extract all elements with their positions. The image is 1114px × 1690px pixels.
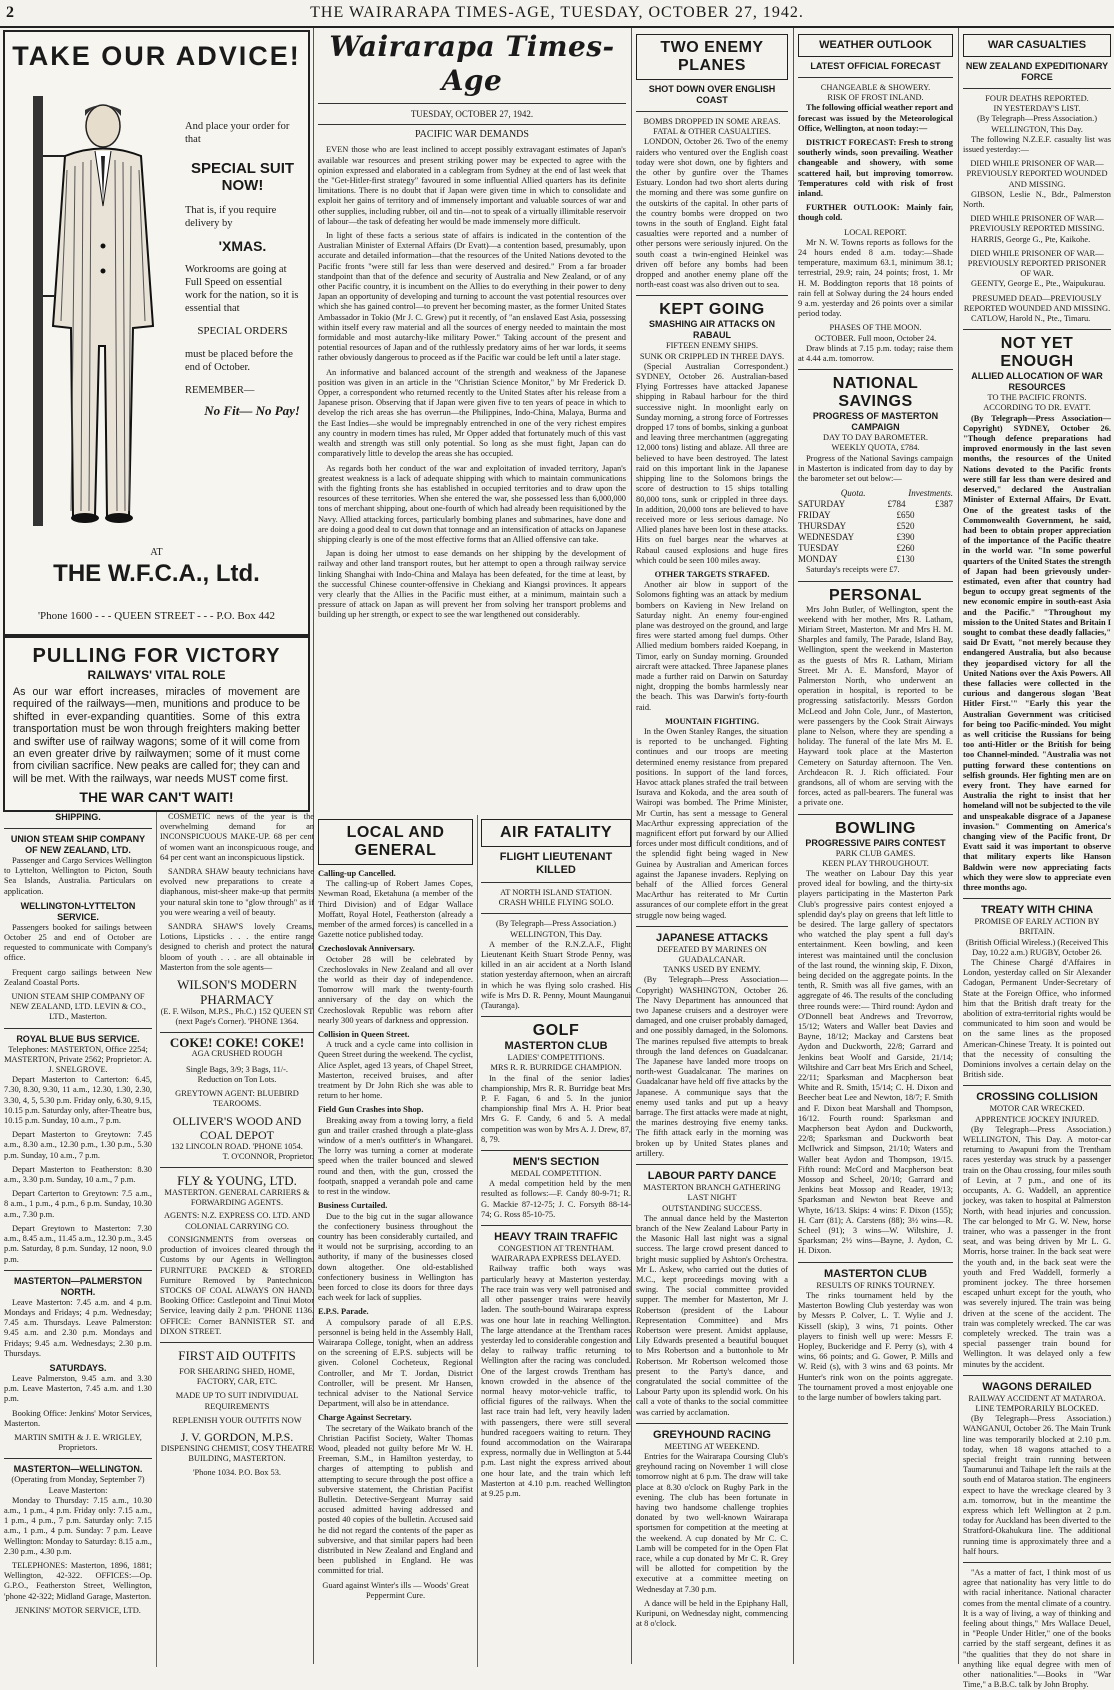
coke-ad: COKE! COKE! COKE! [169, 1035, 305, 1051]
not-enough-subhead: ALLIED ALLOCATION OF WAR RESOURCES [971, 371, 1103, 393]
wagons-subhead: LINE TEMPORARILY BLOCKED. [975, 1403, 1099, 1413]
coke-types: AGA CRUSHED ROUGH [191, 1048, 283, 1058]
savings-quota: £784 [887, 499, 906, 510]
firstaid-sub: FOR SHEARING SHED, HOME, FACTORY, CAR, ETC. [179, 1366, 295, 1387]
casualty-name: GEENTY, George E., Pte., Waipukurau. [971, 279, 1106, 289]
ad-special-orders: SPECIAL ORDERS [197, 325, 288, 337]
savings-table [798, 499, 953, 565]
kept-subhead: MOUNTAIN FIGHTING. [665, 716, 759, 726]
savings-subhead: WEEKLY QUOTA, £784. [831, 443, 920, 453]
bus-proprietors: MARTIN SMITH & J. E. WRIGLEY, Proprietors. [14, 1432, 142, 1453]
war-news-column [636, 30, 788, 1667]
masthead-title: THE WAIRARAPA TIMES-AGE, TUESDAY, OCTOBER 27, 1942. [310, 4, 804, 21]
savings-quota: £650 [896, 510, 915, 521]
air-subhead: CRASH WHILE FLYING SOLO. [498, 898, 614, 908]
shipping-text: Passengers booked for sailings between October 25 and end of October are requested to communicate with Company's office. [4, 922, 152, 963]
local-news-heading: LOCAL AND GENERAL [318, 819, 473, 865]
local-affairs-column [798, 30, 953, 1667]
labour-heading: LABOUR PARTY DANCE [647, 1170, 777, 1183]
ad-remember: REMEMBER— [185, 385, 255, 396]
railways-advertisement [3, 636, 310, 812]
carriers-text: CONSIGNMENTS from overseas on production of invoices cleared through the Customs by our Agents in Wellington. FURNITURE PACKED & STORED. Furniture Removed by Pantechnicon. STOCKS OF COAL ALWAYS ON HAND. Booking Office: Castlepoint and Tinui Motor Service, leaving daily 2 p.m. 'PHONE 1136. OFFICE: Corner BANNISTER ST. and DIXON STREET. [160, 1234, 314, 1336]
carriers-sub: MASTERTON. GENERAL CARRIERS & FORWARDING AGENTS. [164, 1188, 310, 1208]
casualty-category: DIED WHILE PRISONER OF WAR—PREVIOUSLY REPORTED WOUNDED AND MISSING. [966, 159, 1108, 189]
news-paragraph: Breaking away from a towing lorry, a field gun and trailer crashed through a plate-glass window of a men's outfitter's in Whangarei. The lorry was turning a corner at moderate speed when the trailer bounced and slewed round and then, with the gun, crossed the footpath, snapped a verandah pole and came to rest in the window. [318, 1115, 473, 1197]
air-body: A member of the R.N.Z.A.F., Flight Lieutenant Keith Stuart Strode Penny, was killed in an air accident at a North Island station yesterday afternoon, when an aircraft in which he was flying solo crashed. His wife is Mrs D. R. Penny, Mount Maunganui (Tauranga). [481, 939, 631, 1011]
crossing-heading: CROSSING COLLISION [976, 1091, 1098, 1104]
not-enough-body: (By Telegraph—Press Association—Copyright) SYDNEY, October 26. "Though defence preparations had improved enormously in the last seven months, the resources of the United Nations devoted to the Pacific fronts were still far less than were desired and deserved," declared the Australian Minister of External Affairs, Dr Evatt. One of the greatest tasks of the Commonwealth Government, he said, had been to obtain proper appreciation of the importance of the Pacific theatre in the world war. "In some powerful quarters of the United States the strength of Japan had been grievously under-estimated, even after that country had begun to occupy great segments of the new economic empire in south-east Asia and the Pacific." "Throughout my mission to the United States and Britain I sought to combat these deadly fallacies," said Dr Evatt, "not merely because they endangered Australia, but also because they jeopardised victory for all the United Nations over the Axis Powers. All these fallacies were collected in the curious and dangerous slogan 'Beat Hitler First.'" "Early this year the Australian Government was criticised for being too Pacific-minded. You might as well criticise the Russians for being too anti-Hitler or the British for being too Channel-minded. "Australia was not putting forward these contentions on selfish grounds. Her fighting men are on every front. They have earned for Australia the right to insist that her homeland will not be subjected to the vile and unspeakable disgrace of a Japanese invasion." Commenting on America's changing view of the Pacific front, Dr Evatt said it was important to observe that military experts like Hanson Baldwin were now appreciating facts which they were slow to appreciate even three months ago. [963, 413, 1111, 893]
firstaid-sub: MADE UP TO SUIT INDIVIDUAL REQUIREMENTS [175, 1391, 299, 1411]
japanese-heading: JAPANESE ATTACKS [655, 931, 769, 944]
ad-headline: TAKE OUR ADVICE! [12, 41, 301, 71]
kept-body: Another air blow in support of the Solomons fighting was an attack by medium bombers on Kavieng in New Ireland on Saturday night. An enemy four-engined plane was destroyed on the ground, and large fires were started among fuel dumps. Other Allied medium bombers raided Koepang, in Timor, early on Sunday morning. Grounded aircraft were attacked. Three Japanese planes made a further raid on Darwin on Saturday night, dropping the bombs harmlessly near the beach. This was Darwin's forty-fourth raid. [636, 580, 788, 712]
labour-body: The annual dance held by the Masterton branch of the New Zealand Labour Party in the Masonic Hall last night was a signal success. The large crowd present danced to bright music supplied by Ashton's Orchestra. Mr L. Askew, who carried out the duties of M.C., kept proceedings moving with a swing. The social committee provided supper. The member for Masterton, Mr J. Robertson (president of the Labour Representation Committee) and Mrs Robertson were present. Amidst applause, Lily Edwards presented a beautiful bouquet to Mrs Robertson and a buttonhole to Mr Robertson. Mr Robertson welcomed those present to the Party's dance, and congratulated the social committee of the Labour Party upon its splendid work. On his call a vote of thanks to the social committee was carried by acclamation. [636, 1213, 788, 1417]
shipping-service: WELLINGTON-LYTTELTON SERVICE. [20, 900, 136, 922]
bus-timetable: Leave Masterton: 7.45 a.m. and 4 p.m. Mondays and Fridays; 4 p.m. Wednesday; 7.45 a.m. Thursdays. Leave Palmerston: 9.45 a.m. and 2.30 p.m. Mondays and Fridays; 9.45 a.m. Wednesdays; 2.30 p.m. Thursdays. [4, 1297, 152, 1358]
war-casualties-heading: WAR CASUALTIES [963, 34, 1111, 57]
bus-timetable: Depart Masterton to Featherston: 8.30 a.m., 3.30 p.m. Sunday, 10 a.m., 7 p.m. [4, 1164, 152, 1185]
china-heading: TREATY WITH CHINA [980, 904, 1094, 917]
savings-col-quota: Quota. [840, 488, 866, 499]
column-rule [793, 28, 794, 1664]
weather-heading: WEATHER OUTLOOK [798, 34, 953, 57]
traffic-subhead: CONGESTION AT TRENTHAM. [498, 1244, 614, 1254]
not-enough-subhead: TO THE PACIFIC FRONTS. [987, 393, 1087, 403]
casualty-category: PRESUMED DEAD—PREVIOUSLY REPORTED WOUNDED AND MISSING. [963, 293, 1111, 313]
ad-at: AT [150, 547, 163, 558]
greyhound-subhead: MEETING AT WEEKEND. [664, 1441, 760, 1451]
savings-row [798, 521, 953, 532]
bus-telephones: Telephones: MASTERTON, Office 2254; MASTERTON, Private 2562; Proprietor: A. J. SNELGROVE. [4, 1044, 152, 1075]
weather-local-heading: LOCAL REPORT. [844, 227, 907, 237]
savings-investment: £387 [935, 499, 953, 510]
carriers-agents: AGENTS: N.Z. EXPRESS CO. LTD. AND COLONIAL CARRYING CO. [163, 1211, 311, 1231]
savings-row [798, 510, 953, 521]
news-subhead: Calling-up Cancelled. [318, 869, 396, 878]
rinks-body: The rinks tournament held by the Masterton Bowling Club yesterday was won by Messrs P. Colver, L. T. Wylie and J. Kissell (skip), 3 wins, 71 points. Other players to finish well up were: Messrs F. Hopley, Buckeridge and F. Perry (s), with 4 wins, 66 points; and G. Gower, P. Mills and W. Reid (s), with 3 wins and 63 points. Mr Hunter's rink won on the points aggregate. The tournament proved a most enjoyable one to the large number of bowlers taking part. [798, 1290, 953, 1402]
depot-proprietor: T. O'CONNOR, Proprietor. [222, 1151, 314, 1161]
china-body: The Chinese Chargé d'Affaires in London, yesterday called on Sir Alexander Cadogan, Permanent Under-Secretary of State at the Foreign Office, who informed him that the British draft treaty for the abolition of extra-territorial rights would be communicated to him soon and would be on the same lines as the proposed American-Chinese Treaty. It is pointed out that the necessity of consulting the Dominions involves a certain delay on the British side. [963, 958, 1111, 1080]
blinds-note: Draw blinds at 7.15 p.m. today; raise them at 4.44 a.m. tomorrow. [798, 343, 953, 364]
news-paragraph: A compulsory parade of all E.P.S. personnel is being held in the Assembly Hall, Wairarapa College, tonight, when an address on the screening of E.P.S. subjects will be given. Colonel Cocheteux, Regional Controller, and Mr T. Jordan, District Controller, will be present. Mr Hansen, technical adviser to the National Service Department, will also be in attendance. [318, 1317, 473, 1409]
war-subhead: FOUR DEATHS REPORTED. [985, 94, 1089, 103]
carriers-name: FLY & YOUNG, LTD. [177, 1173, 297, 1189]
chemist-contact: 'Phone 1034. P.O. Box 53. [192, 1468, 282, 1478]
rail-subhead: RAILWAYS' VITAL ROLE [87, 668, 226, 682]
kept-going-heading: KEPT GOING [659, 301, 765, 319]
editorial-paragraph: As regards both her conduct of the war and exploitation of invaded territory, Japan's greatest weakness is a lack of adequate shipping with which to maintain communications with the fighting fronts she has established in occupied territories and to draw upon the resources of these territories. When she entered the war, she possessed less than 6,000,000 tons of merchant shipping, about one-fourth of which had already been requisitioned by the Navy. Allied attacking forces, particularly bombing planes and submarines, have done and are doing a good deal to cut down that tonnage and an intensification of attacks on Japanese shipping clearly is one of the most effective forms that an Allied offensive can take. [318, 463, 626, 544]
news-subhead: Charge Against Secretary. [318, 1413, 412, 1423]
editorial-paragraph: EVEN those who are least inclined to accept possibly extravagant estimates of Japan's available war resources and present striking power may be expected to agree with the opinion expressed and elaborated in a cablegram from Sydney at the end of last week that the "Get-Hitler-first strategy" favoured in some influential Allied quarters has its definite limitations. There is no doubt that if Japan were given time in which to consolidate and exploit her gains of territory and of immensely important and valuable sources of war and other supplies, including rubber, oil and tin—not to speak of a virtually illimitable reservoir of labour—the task of defeating her would be made immensely more difficult. [318, 145, 626, 226]
rail-body: As our war effort increases, miracles of movement are required of the railways—men, munitions and produce to be shifted in ever-expanding quantities. Some of this extra transportation must be won through freighters making better and swifter use of railway wagons; some of it will come from an even greater drive by railwaymen; some of it must come from civilian sacrifice. New peaks are called for; they can and will be met. With the railways, war needs MUST come first. [13, 686, 300, 785]
savings-quota: £390 [896, 532, 915, 543]
ad-body-text: And place your order for that [185, 121, 290, 145]
not-enough-subhead: ACCORDING TO DR. EVATT. [983, 403, 1091, 413]
news-paragraph: October 28 will be celebrated by Czechoslovaks in New Zealand and all over the world as their day of independence. Tomorrow will mark the twenty-fourth anniversary of the day on which the Czechoslovak Republic was reborn after nearly 300 years of darkness and oppression. [318, 954, 473, 1025]
cosmetic-ad: COSMETIC news of the year is the overwhelming demand for an INCONSPICUOUS MAKE-UP. 68 per cent of women want an inconspicuous rouge, and 64 per cent want an inconspicuous lipstick. [160, 812, 314, 862]
pharmacy-address: (E. F. Wilson, M.P.S., Ph.C.) 152 QUEEN ST (next Page's Corner). 'PHONE 1364. [160, 1007, 314, 1027]
kept-subhead: SUNK OR CRIPPLED IN THREE DAYS. [639, 351, 785, 361]
crossing-subhead: APPRENTICE JOCKEY INJURED. [975, 1114, 1099, 1124]
editorial-paragraph: In light of these facts a serious state of affairs is indicated in the contention of the Australian Minister of External Affairs (Dr Evatt)—a contention based, presumably, upon accurate and detailed information—that the resources of the United Nations devoted to the Pacific fronts "were still far less than were deserved and desired." From a far broader standpoint than that of the defence and security of Australia and New Zealand, or of any other Pacific country, it is incumbent on the Allies to do everything in their power to deny Japan an opportunity of developing and turning to account the vast potential resources over which she has gained control—to prevent her becoming master, as the former United States Ambassador in Tokio (Mr J. C. Grew) put it recently, of "an enslaved East Asia, possessing within itself every raw material and all the sources of energy needed to maintain the most formidable and most autarchy-like military Power." Taking account of the present and potential resources of Japan and of the ruthlessly predatory aims of her war lords, it seems rather obviously dangerous to proceed as if the Pacific war could be left until a later stage. [318, 231, 626, 363]
ad-special-suit: SPECIAL SUIT NOW! [190, 160, 295, 194]
traffic-subhead: WAIRARAPA EXPRESS DELAYED. [491, 1254, 621, 1264]
savings-note: Saturday's receipts were £7. [806, 565, 900, 575]
japanese-body: (By Telegraph—Press Association—Copyright) WASHINGTON, October 26. The Navy Department has announced that two Japanese cruisers and a destroyer were damaged, and one cruiser probably damaged, and one possibly damaged, in the Solomons. The marines repulsed five attempts to break through the land defences on Guadalcanar. The Japanese have landed more troops on north-west Guadalcanar. The marines on Guadalcanar have held off five attacks by the Japanese. A communique says that the enemy used tanks and put up a heavy barrage. The first attacks were made at night, the marines destroying five enemy tanks. The fifth attack early in the morning was broken up by United States planes and artillery. [636, 975, 788, 1158]
crossing-body: (By Telegraph—Press Association.) WELLINGTON, This Day. A motor-car returning to Awapuni from the Trentham races yesterday was struck by a passenger train on the Ohau crossing, four miles south of Levin, at 7 p.m., and one of its occupants, A. G. Waddell, an apprentice jockey, was taken to hospital at Palmerston North, with head injuries and concussion. The car belonged to Mr G. W. New, horse trainer, who was a passenger in the front seat, and was being driven by Mr L. G. Morris, horse trainer. In the back seat were the youth and, in the back seat were the youth and Fred Waddell, formerly a prominent jockey. The three horsemen escaped unhurt except for the youth, who was severely injured. The train was being driven at the scene of the accident. The train was completely wrecked. The car was completely wrecked. The train was a special passenger train bound for Wellington. It was delayed only a few minutes by the accident. [963, 1124, 1111, 1369]
bowling-body: The weather on Labour Day this year proved ideal for bowling, and the thirty-six players participating in the Masterton Park Club's progressive pairs contest enjoyed a splendid day's play on greens that left little to be desired. The large gallery of spectators who watched the play spent a full day's entertainment. Keen bowling, and keen interest was maintained until the conclusion of the last round, the winning skip, F. Dixon, being decided on the aggregate points. In the tenth, R. Smith was all five games, with an aggregate of 46. The results of the concluding three rounds were:— Third round: Aydon and O'Donnell beat Andrews and Trevorrow, 15/12; Waters and Waller beat Davies and Bayne, 18/12; Mackay and Carstens beat Aydon and Duckworth, 22/8; Garrard and Jenkins beat Woolf and Garside, 21/14; Wiltshire and Carr beat Mrs Erich and Scheel, 22/11; Sparksman and Macpherson beat White and R. Smith, 15/14; C. H. Dixon and Beecher beat Lee and Newton, 18/7; F. Smith and F. Dixon beat Marshall and Thompson, 16/12. Fourth round: Sparksman and Macpherson beat Aydon and Duckworth, 22/8; Sparksman and Duckworth beat McIlwrick and Simpson, 21/10; Waters and Waller beat Aydon and Thompson, 19/15. Fifth round: McCord and Macpherson beat Mossop and Scheel, 20/10; Garrard and Jenkins beat Mossop and Reader, 19/13; Sparksman and Newton beat Reeve and Whyte, 16/13. Skips: 4 wins: F. Dixon (155); H. Carr (81); A. Carstens (88); 3½ wins—R. Scheel (91); 3 wins—W. Wiltshire, J. Sparksman; 2½ wins—Bayne, J. Aydon, C. H. Dixon. [798, 868, 953, 1256]
personal-heading: PERSONAL [829, 586, 922, 604]
bus-company: JENKINS' MOTOR SERVICE, LTD. [15, 1605, 141, 1615]
not-enough-heading: NOT YET ENOUGH [1000, 335, 1074, 371]
savings-quota: £130 [896, 554, 915, 565]
savings-body: Progress of the National Savings campaign in Masterton is indicated from day to day by the barometer set out below:— [798, 453, 953, 484]
traffic-heading: HEAVY TRAIN TRAFFIC [494, 1231, 618, 1244]
savings-day: SATURDAY [798, 499, 846, 510]
news-subhead: E.P.S. Parade. [318, 1307, 369, 1317]
wagons-body: (By Telegraph—Press Association.) WANGANUI, October 26. The Main Trunk line was temporarily blocked at 2.10 p.m. today, when 18 wagons attached to a special freight train running between Taumarunui and Taihape left the rails at the south end of Mataroa station. The engineers expect to have the wreckage cleared by 3 a.m. tomorrow, but in the meantime the express which left Wellington at 2 p.m. today for Auckland has been diverted to the Stratford-Okahukura line. The additional running time is approximately three and a half hours. [963, 1414, 1111, 1556]
weather-outlook: FURTHER OUTLOOK: Mainly fair, though cold. [798, 203, 953, 223]
bus-timetable: Depart Masterton to Carterton: 6.45, 7.30, 8.30, 9.30, 11 a.m., 12.30, 1.30, 2.30, 3.30, 4, 5, 5.30 p.m. Friday only, 6.30, 9.15, 10.15 p.m. Saturday only, after-Theatre bus, 10.15 p.m. Sunday, 10 a.m., 7 p.m. [4, 1075, 152, 1126]
savings-subhead: PROGRESS OF MASTERTON CAMPAIGN [812, 411, 939, 433]
bowling-subhead: PROGRESSIVE PAIRS CONTEST [805, 837, 946, 848]
bus-timetable: Depart Carterton to Greytown: 7.5 a.m., 8 a.m., 1 p.m., 4 p.m., 6 p.m. Sunday, 10.30 a.m., 7.30 p.m. [4, 1189, 152, 1219]
casualty-category: DIED WHILE PRISONER OF WAR—PREVIOUSLY REPORTED MISSING. [969, 214, 1105, 234]
savings-heading: NATIONAL SAVINGS [832, 375, 919, 411]
savings-col-investments: Investments. [908, 488, 953, 499]
war-intro: The following N.Z.E.F. casualty list was issued yesterday:— [963, 134, 1111, 155]
war-subhead: NEW ZEALAND EXPEDITIONARY FORCE [965, 61, 1109, 82]
ad-no-fit: No Fit— No Pay! [204, 403, 300, 418]
greyhound-heading: GREYHOUND RACING [653, 1428, 771, 1441]
wagons-subhead: RAILWAY ACCIDENT AT MATAROA. [968, 1393, 1106, 1403]
savings-quota: £260 [896, 543, 915, 554]
enemy-body: LONDON, October 26. Two of the enemy raiders who ventured over the English coast today were shot down, one by fighters and the other by gunfire over the Thames Estuary. London had two short alerts during the morning and there was some gunfire on the outskirts of the capital. In other parts of the country bombs were dropped on two towns in the south of England. Eight fatal casualties were reported and a number of other persons were seriously injured. On the south coast a twin-engined Heinkel was driven off before any bombs had been dropped and another enemy plane off the north-east coast was also driven out to sea. [636, 137, 788, 290]
news-subhead: Business Curtailed. [318, 1201, 388, 1211]
air-heading: AIR FATALITY [481, 819, 631, 847]
shipping-text: Passenger and Cargo Services Wellington to Lyttelton, Wellington to Picton, South Sea Islands, Australia. Particulars on application. [4, 856, 152, 896]
weather-local-report: Mr N. W. Towns reports as follows for the 24 hours ended 8 a.m. today:—Shade temperature, maximum 63.1, minimum 38.1; terrestrial, 29.9; rain, 24 points; frost, 1. Mr H. M. Boddington reports that 18 points of rain fell at Solway during the 24 hours ended 9 a.m. yesterday and 26 points over a similar period today. [798, 237, 953, 319]
column-rule [631, 28, 632, 1664]
shipping-column [4, 812, 152, 1667]
chemist-address: DISPENSING CHEMIST, COSY THEATRE BUILDING, MASTERTON. [160, 1443, 314, 1464]
sport-column [477, 815, 631, 1667]
savings-subhead: DAY TO DAY BAROMETER. [822, 433, 928, 443]
rinks-subhead: RESULTS OF RINKS TOURNEY. [816, 1280, 935, 1290]
savings-day: TUESDAY [798, 543, 840, 554]
casualty-name: HARRIS, George G., Pte, Kaikohe. [971, 234, 1091, 244]
local-footer: Guard against Winter's ills — Woods' Great Peppermint Cure. [322, 1580, 469, 1600]
quote-paragraph: "As a matter of fact, I think most of us agree that nationality has very little to do with racial inheritance. National character comes from the mental climate of a country. It is a way of living, a way of thinking and feeling about things," Mrs Wallace Deuel, in "People Under Hitler," one of the books carried by the staff sergeant, defines it as "the qualities that they do not share in anything like equal degree with men of other nationalities."—Books in "War Time," a B.B.C. talk by John Brophy. [963, 1568, 1111, 1690]
greyhound-body: Entries for the Wairarapa Coursing Club's greyhound racing on November 1 will close tomorrow night at 6 p.m. The draw will take place at 8.30 o'clock on Rugby Park in the evening. The club has been fortunate in having two handsome challenge trophies donated by two well-known Wairarapa sportsmen for competition at the meeting at the weekend. A cup donated by Mr C. C. Lamb will be competed for in the Open Flat race, while a cup donated by Mr C. R. Grey will be allotted for competition by the executive at a committee meeting on Wednesday at 7.30 p.m. [636, 1451, 788, 1594]
kept-body: (Special Australian Correspondent.) SYDNEY, October 26. Australian-based Flying Fortresses have attacked Japanese shipping in Rabaul harbour for the third successive night. In moonlight early on Sunday morning, a strong force of Fortresses dropped 17 tons of bombs, sinking a gunboat and leaving three merchantmen (aggregating 12,000 tons) listing and ablaze. All three are believed to have been destroyed. The latest raid on this important link in the Japanese shipping line to the Solomons brings the score of destruction to 15 ships totalling 80,000 tons, sunk or crippled in three days. In addition, 20,000 tons are believed to have received more or less serious damage. No Allied planes have been lost in these attacks. Hits on fuel barges near the wharves at Rabaul caused explosions and huge fires which could be seen 100 miles away. [636, 361, 788, 565]
mens-subhead: MEDAL COMPETITION. [510, 1169, 602, 1179]
bus-route-heading: SATURDAYS. [49, 1362, 107, 1373]
casualty-name: GIBSON, Leslie N., Bdr., Palmerston North. [963, 189, 1111, 210]
rail-headline: PULLING FOR VICTORY [32, 645, 281, 667]
news-subhead: Czechoslovak Anniversary. [318, 944, 415, 954]
savings-day: MONDAY [798, 554, 838, 565]
news-subhead: Field Gun Crashes into Shop. [318, 1105, 424, 1115]
weather-intro: The following official weather report and forecast was issued by the Meteorological Office, Wellington, at noon today:— [798, 103, 953, 133]
news-subhead: Collision in Queen Street. [318, 1030, 410, 1040]
bus-route-sub: (Operating from Monday, September 7) Leave Masterton: [11, 1475, 145, 1495]
china-byline: (British Official Wireless.) (Received This Day, 10.22 a.m.) RUGBY, October 26. [965, 937, 1109, 957]
bowling-subhead: PARK CLUB GAMES. [835, 848, 916, 858]
news-paragraph: The secretary of the Waikato branch of the Christian Pacifist Society, Walter Thomas Wood, pleaded not guilty before Mr W. H. Freeman, S.M., in Hamilton yesterday, to charges of attempting to publish and attempting to secure through the post office a subversive statement, the Christian Pacifist Bulletin. Detective-Sergeant Murray said accused admitted having addressed and posted 40 copies of the bulletin. Accused said he did not regard the contents of the paper as subversive, and that similar papers had been distributed in New Zealand and England and been published in England. He was committed for trial. [318, 1423, 473, 1576]
bus-telephones: TELEPHONES: Masterton, 1896, 1881; Wellington, 42-322. OFFICES:—Op. G.P.O., Featherston Street, Wellington, 'phone 42-322; Midland Garage, Masterton. [4, 1560, 152, 1601]
air-byline: (By Telegraph—Press Association.) WELLINGTON, This Day. [496, 919, 616, 939]
golf-subhead: LADIES' COMPETITIONS. [507, 1053, 605, 1063]
coke-agent: GREYTOWN AGENT: BLUEBIRD TEAROOMS. [175, 1089, 299, 1109]
cosmetic-ad: SANDRA SHAW beauty technicians have evolved new preparations to create a diaphanous, mist-sheer make-up that permits your natural skin tone to "glow through" as if you were wearing a veil of beauty. [160, 867, 314, 917]
golf-subhead: MRS R. R. BURRIDGE CHAMPION. [490, 1063, 622, 1073]
golf-heading: GOLF [532, 1022, 580, 1040]
savings-row [798, 499, 953, 510]
weather-forecast: DISTRICT FORECAST: Fresh to strong southerly winds, soon prevailing. Weather changeable and showery, with some scattered hail, but improving tomorrow. Temperatures cold with risk of frost inland. [798, 138, 953, 199]
china-subhead: PROMISE OF EARLY ACTION BY BRITAIN. [974, 917, 1100, 937]
labour-subhead: OUTSTANDING SUCCESS. [662, 1203, 762, 1213]
firstaid-sub: REPLENISH YOUR OUTFITS NOW [172, 1415, 302, 1425]
rail-tagline: THE WAR CAN'T WAIT! [79, 789, 234, 806]
weather-subhead: RISK OF FROST INLAND. [827, 93, 924, 103]
mens-body: A medal competition held by the men resulted as follows:—F. Candy 80-9-71; R. G. Mackie 87-12-75; J. C. Forsyth 88-14-74; G. Ross 85-10-75. [481, 1179, 631, 1219]
bus-heading: ROYAL BLUE BUS SERVICE. [16, 1033, 140, 1044]
masthead [0, 0, 1114, 28]
greyhound-footer: A dance will be held in the Epiphany Hall, Kuripuni, on Wednesday night, commencing at 8 o'clock. [636, 1598, 788, 1629]
shipping-heading: SHIPPING. [55, 812, 101, 822]
bus-timetable: Monday to Thursday: 7.15 a.m., 10.30 a.m., 1 p.m., 4 p.m. Friday only: 7.15 a.m., 1 p.m., 4 p.m., 7 p.m. Saturday only: 7.15 a.m., 1 p.m., 4 p.m. Sunday: 7 p.m. Leave Wellington: Monday to Saturday: 8.15 a.m., 2.30 p.m., 4.30 p.m. [4, 1495, 152, 1556]
man-in-suit-illustration [25, 96, 175, 526]
casualties-column [963, 30, 1111, 1690]
news-paragraph: The calling-up of Robert James Copes, Newman Road, Eketahuna (a member of the Third Division) and of Edgar Wallace Moffatt, Royal Hotel, Featherston (already a member of the armed forces) is cancelled in a Gazette notice published today. [318, 879, 473, 940]
casualty-name: CATLOW, Harold N., Pte., Timaru. [971, 314, 1091, 324]
savings-quota: £520 [896, 521, 915, 532]
page-number: 2 [6, 4, 14, 21]
wfca-advertisement [3, 30, 310, 636]
golf-body: In the final of the senior ladies' championship, Mrs R. R. Burridge beat Mrs P. F. Fagan, 6 and 5. In the junior championship final Mrs A. H. Prior beat Mrs G. F. Candy, 6 and 5. A medal competition was won by Mrs A. J. Drew, 87, 8, 79. [481, 1073, 631, 1144]
savings-row [798, 554, 953, 565]
moon-heading: PHASES OF THE MOON. [829, 323, 922, 333]
weather-subhead: CHANGEABLE & SHOWERY. [820, 83, 931, 92]
traffic-body: Railway traffic both ways was particularly heavy at Masterton yesterday. The race train was very well patronised and all other passenger trains were heavily laden. The south-bound Wairarapa express was one hour late in reaching Wellington. The large attendance at the Trentham races yesterday led to considerable congestion and delay to railway traffic returning to Wellington after the racing was concluded. One of the largest crowds Trentham has known crowded in the absence of the normal heavy motor-vehicle traffic, to official figures of the railways. When the last race train had left, very heavily laden with passengers, there were still several hundred racegoers waiting to return. They found accommodation on the Wairarapa express, normally due in Wellington at 5.44 p.m. Last night the express arrived about one hour late, and the train which left Masterton at 4.10 p.m. reached Wellington at 9.25 p.m. [481, 1264, 632, 1498]
editorial-date: TUESDAY, OCTOBER 27, 1942. [410, 109, 534, 119]
savings-day: THURSDAY [798, 521, 847, 532]
firstaid-heading: FIRST AID OUTFITS [178, 1347, 296, 1363]
bus-timetable: Leave Palmerston, 9.45 a.m. and 3.30 p.m. Leave Masterton, 7.45 a.m. and 1.30 p.m. [4, 1373, 152, 1404]
coke-price: Single Bags, 3/9; 3 Bags, 11/-. [185, 1064, 289, 1074]
ad-body-text: Workrooms are going at Full Speed on essential work for the nation, so it is essential that [185, 264, 299, 314]
golf-subhead: MASTERTON CLUB [504, 1040, 608, 1053]
cosmetic-ad: SANDRA SHAW'S lovely Creams, Lotions, Lipsticks . . . the entire range designed to cherish and protect the natural bloom of youth . . . are all obtainable in Masterton from the sole agents— [160, 922, 314, 972]
coke-reduction: Reduction on Ton Lots. [197, 1075, 277, 1085]
crossing-subhead: MOTOR CAR WRECKED. [989, 1104, 1085, 1114]
news-paragraph: Due to the big cut in the sugar allowance the confectionery business throughout the country has been considerably curtailed, and it would not be surprising, according to an authority, if many of the businesses closed down altogether. One old-established confectionery business in Wellington has been forced to close its doors for three days each week for lack of supplies. [318, 1211, 473, 1303]
air-subhead: AT NORTH ISLAND STATION. [500, 888, 612, 897]
moon-phase: OCTOBER. Full moon, October 24. [814, 333, 937, 343]
kept-body: In the Owen Stanley Ranges, the situation is reported to be unchanged. Fighting continues and our troops are meeting determined enemy resistance from prepared positions. In support of the land forces, Havoc attack planes strafed the trail between Isurava and Kokoda, and the area south of Wairopi was bombed. The Prime Minister, Mr Curtin, has sent a message to General MacArthur expressing appreciation of the magnificent effort put forward by our Allied forces under most difficult conditions, and of the splendid fight being waged in New Guinea by Australian and American forces against the Japanese invaders. Replying on behalf of the Allied forces General MacArthur has reiterated to Mr Curtin assurances of our complete effort in the great struggle now being waged. [636, 726, 788, 920]
bus-route-heading: MASTERTON—WELLINGTON. [13, 1464, 143, 1475]
editorial-column [318, 30, 626, 810]
enemy-subhead: BOMBS DROPPED IN SOME AREAS. [643, 117, 781, 126]
editorial-paragraph: An informative and balanced account of the strength and weakness of the Japanese position was given in an article in the "Christian Science Monitor," by Mr Frederick D. Opper, a correspondent who returned recently to the United States after his release from a Japanese prison. Observing that if Japan were given five to ten years of peace in which to develop the rich areas she has overrun—the Philippines, Indo-China, Malaya, Burma and the East Indies—she would be impregnably entrenched in one of the very richest empires any country in modern times has ruled, Mr Opper added that fortunately much of this vast wealth and strength was still only potential. So long as she must fight, Japan can do comparatively little to develop the areas she has occupied. [318, 367, 626, 459]
ad-xmas: 'XMAS. [218, 238, 267, 254]
bus-timetable: Depart Greytown to Masterton: 7.30 a.m., 8.45 a.m., 11.45 a.m., 12.30 p.m., 3.45 p.m. Saturday, 8 p.m. Sunday, 12 noon, 9.0 p.m. [4, 1223, 152, 1264]
nameplate: Wairarapa Times-Age [329, 30, 615, 97]
bowling-heading: BOWLING [835, 819, 916, 837]
bus-booking: Booking Office: Jenkins' Motor Services, Masterton. [4, 1408, 152, 1428]
ad-contact: 'Phone 1600 - - - QUEEN STREET - - - P.O. Box 442 [37, 610, 276, 622]
savings-row [798, 532, 953, 543]
weather-subhead: LATEST OFFICIAL FORECAST [810, 61, 941, 71]
depot-address: 132 LINCOLN ROAD. 'PHONE 1054. [171, 1141, 303, 1151]
chemist-name: J. V. GORDON, M.P.S. [180, 1429, 294, 1444]
kept-subhead: SMASHING AIR ATTACKS ON RABAUL [649, 319, 775, 341]
kept-subhead: FIFTEEN ENEMY SHIPS. [665, 341, 759, 351]
local-news-column [318, 815, 473, 1667]
editorial-paragraph: Japan is doing her utmost to ease demands on her shipping by the development of railway and other land transport routes, but her attempt to open a through railway service linking Shanghai with Indo-China and Malaya has been defeated, for the time at least, by the successful Chinese counter-offensive in Chekiang and Kiangsi provinces. It appears very clearly that the Allies in the Pacific must either, at a minimum, maintain such a pressure of attack on Japan as will prevent her from solving her transport problems and building up her strength, or expect to see the war lengthened out considerably. [318, 549, 626, 620]
bus-route-heading: MASTERTON—PALMERSTON NORTH. [13, 1275, 142, 1297]
savings-day: FRIDAY [798, 510, 831, 521]
war-subhead: IN YESTERDAY'S LIST. [993, 104, 1081, 114]
enemy-subhead: FATAL & OTHER CASUALTIES. [653, 127, 771, 137]
bus-timetable: Depart Masterton to Greytown: 7.45 a.m., 8.30 a.m., 12.30 p.m., 1.30 p.m., 5.30 p.m. Sunday, 10 a.m., 7 p.m. [4, 1130, 152, 1160]
ad-body-text: That is, if you require delivery by [185, 205, 277, 229]
ad-firm-name: THE W.F.C.A., Ltd. [53, 560, 260, 587]
casualty-category: DIED WHILE PRISONER OF WAR—PREVIOUSLY REPORTED PRISONER OF WAR. [967, 248, 1107, 279]
ad-body-text: must be placed before the end of October. [185, 349, 293, 373]
savings-day: WEDNESDAY [798, 532, 855, 543]
air-subhead: FLIGHT LIEUTENANT KILLED [499, 851, 613, 876]
mens-heading: MEN'S SECTION [512, 1156, 600, 1169]
rinks-heading: MASTERTON CLUB [823, 1267, 928, 1280]
labour-subhead: MASTERTON BRANCH GATHERING LAST NIGHT [643, 1183, 781, 1203]
kept-subhead: OTHER TARGETS STRAFED. [654, 569, 770, 579]
enemy-planes-heading: TWO ENEMY PLANES [636, 34, 788, 80]
small-ads-column [156, 812, 314, 1667]
war-byline: (By Telegraph—Press Association.) WELLINGTON, This Day. [977, 114, 1097, 134]
news-paragraph: A truck and a cycle came into collision in Queen Street during the weekend. The cyclist, Alice Asplet, aged 13 years, of Chapel Street, Masterton, received bruises, and after treatment by Dr John Rich she was able to return to her home. [318, 1040, 473, 1101]
enemy-subhead: SHOT DOWN OVER ENGLISH COAST [648, 84, 776, 105]
wagons-heading: WAGONS DERAILED [982, 1380, 1092, 1393]
depot-name: OLLIVER'S WOOD AND COAL DEPOT [172, 1113, 302, 1142]
column-rule [958, 28, 959, 1664]
shipping-text: Frequent cargo sailings between New Zealand Coastal Ports. [4, 967, 152, 987]
japanese-subhead: DEFEATED BY MARINES ON GUADALCANAR. [657, 944, 767, 965]
bowling-subhead: KEEN PLAY THROUGHOUT. [822, 858, 929, 868]
shipping-company: UNION STEAM SHIP COMPANY OF NEW ZEALAND, LTD. [10, 834, 146, 855]
editorial-headline: PACIFIC WAR DEMANDS [415, 129, 529, 141]
pharmacy-name: WILSON'S MODERN PHARMACY [177, 977, 297, 1008]
japanese-subhead: TANKS USED BY ENEMY. [663, 965, 761, 975]
personal-body: Mrs John Butler, of Wellington, spent the weekend with her mother, Mrs R. Latham, Miriam Street, Masterton. Mr and Mrs H. M. Sharples and family, The Parade, Island Bay, Wellington, spent the weekend in Masterton as the guests of Mrs R. Latham, Miriam Street. Mr A. E. Mansford, Mayor of Palmerston North, who underwent an operation in hospital, is reported to be progressing satisfactorily. Messrs Gordon McLeod and John Cole, Junr., of Masterton, were passengers by the Cook Strait Airways plane to Nelson, where they are spending a holiday. The funeral of the late Mrs M. E. Hayward took place at the Masterton Cemetery on Saturday afternoon. The Ven. Archdeacon R. J. Rich officiated. Four grandsons, all of whom are serving with the forces, acted as pall-bearers. The funeral was a private one. [798, 604, 953, 808]
savings-row [798, 543, 953, 554]
shipping-agents: UNION STEAM SHIP COMPANY OF NEW ZEALAND, LTD. LEVIN & CO., LTD., Masterton. [9, 992, 147, 1022]
